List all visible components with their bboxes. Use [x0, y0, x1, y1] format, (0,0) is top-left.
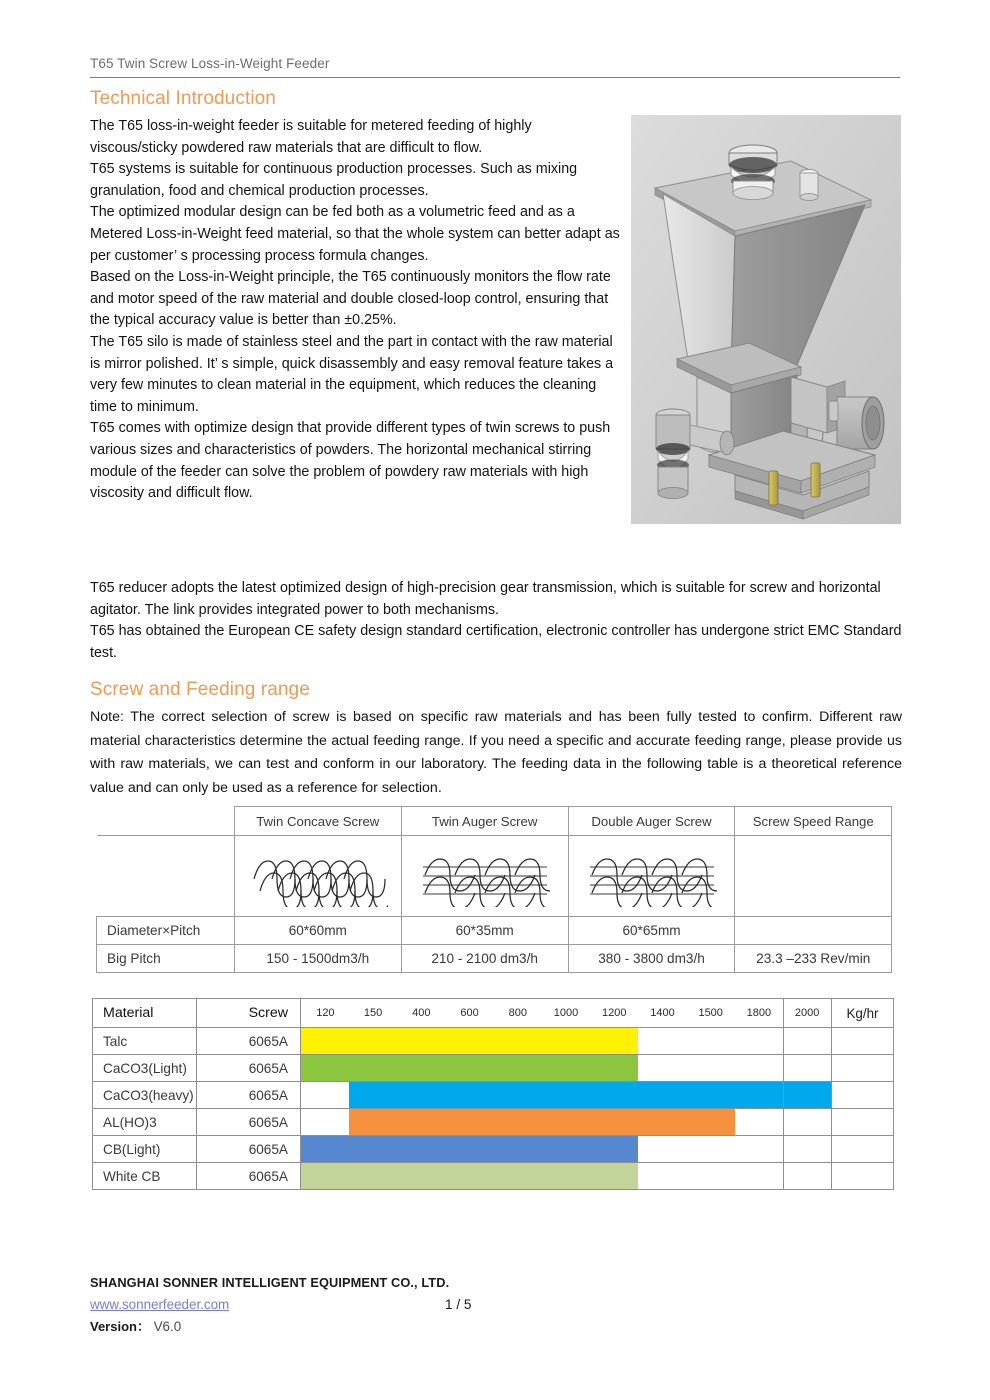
chart-cell-material: White CB — [93, 1163, 197, 1190]
spec-cell-value: 60*35mm — [401, 917, 568, 945]
paragraph: T65 systems is suitable for continuous production processes. Such as mixing granulation, food and chemical production processes. — [90, 161, 578, 199]
table-row — [93, 1055, 894, 1082]
table-row — [93, 1163, 894, 1190]
chart-tick-label: 150 — [363, 1007, 383, 1019]
chart-cell-bar — [301, 1028, 832, 1055]
chart-cell-screw: 6065A — [197, 1082, 301, 1109]
chart-bar — [301, 1136, 638, 1162]
spec-header-twin-auger: Twin Auger Screw — [401, 807, 568, 836]
chart-cell-material: CaCO3(Light) — [93, 1055, 197, 1082]
footer-link-row — [90, 1294, 902, 1316]
spec-cell-value: 60*65mm — [568, 917, 735, 945]
chart-cell-screw: 6065A — [197, 1028, 301, 1055]
screw-specification-table — [96, 806, 892, 973]
spec-header-double-auger: Double Auger Screw — [568, 807, 735, 836]
spec-header-twin-concave: Twin Concave Screw — [234, 807, 401, 836]
chart-scale-axis — [301, 999, 832, 1028]
footer-company-name: SHANGHAI SONNER INTELLIGENT EQUIPMENT CO., LTD. — [90, 1275, 450, 1290]
chart-tick-label: 1500 — [698, 1007, 723, 1019]
chart-cell-bar — [301, 1082, 832, 1109]
table-row-screw-diagrams — [97, 836, 892, 917]
twin-concave-screw-icon — [248, 845, 388, 907]
chart-tick-label: 1400 — [650, 1007, 675, 1019]
chart-cell-kg-hr — [832, 1109, 894, 1136]
footer-website-link[interactable]: www.sonnerfeeder.com — [90, 1297, 230, 1312]
chart-bar — [301, 1028, 638, 1054]
paragraph: T65 comes with optimize design that provide different types of twin screws to push various sizes and characteristics of powders. The horizontal mechanical stirring module of the feeder can solve the problem of powdery raw materials with high viscosity and difficult flow. — [90, 420, 611, 502]
twin-concave-screw-diagram — [234, 836, 401, 917]
table-row-header — [93, 999, 894, 1028]
chart-bar — [301, 1163, 638, 1189]
spec-cell-value: 60*60mm — [234, 917, 401, 945]
spec-cell-value: 23.3 –233 Rev/min — [735, 945, 892, 973]
chart-tick-label: 600 — [460, 1007, 479, 1019]
chart-header-screw: Screw — [197, 999, 301, 1028]
chart-rows — [93, 1028, 894, 1190]
feeding-range-chart-table — [92, 998, 894, 1190]
chart-header-kg-hr: Kg/hr — [832, 999, 894, 1028]
chart-tick-label: 800 — [508, 1007, 527, 1019]
chart-scale-divider — [783, 999, 784, 1027]
chart-scale-divider — [783, 1055, 784, 1081]
table-row — [93, 1082, 894, 1109]
table-row — [93, 1109, 894, 1136]
section-heading-technical-introduction: Technical Introduction — [90, 88, 276, 109]
paragraph-ce-certification: T65 has obtained the European CE safety design standard certification, electronic controller has undergone strict EMC Standard test. — [90, 623, 902, 661]
chart-cell-bar — [301, 1163, 832, 1190]
spec-header-screw-speed-range: Screw Speed Range — [735, 807, 892, 836]
chart-cell-screw: 6065A — [197, 1109, 301, 1136]
chart-scale-divider — [783, 1109, 784, 1135]
paragraph: The T65 loss-in-weight feeder is suitable for metered feeding of highly viscous/sticky powdered raw materials that are difficult to flow. — [90, 118, 532, 156]
running-header: T65 Twin Screw Loss-in-Weight Feeder — [90, 56, 900, 78]
chart-scale-divider — [783, 1163, 784, 1189]
chart-cell-material: CaCO3(heavy) — [93, 1082, 197, 1109]
paragraph: The optimized modular design can be fed both as a volumetric feed and as a Metered Loss-in-Weight feed material, so that the whole system can better adapt as per customer’ s processing process formula changes. — [90, 204, 620, 264]
footer-version-row — [90, 1316, 902, 1338]
double-auger-screw-icon — [582, 845, 722, 907]
twin-auger-screw-diagram — [401, 836, 568, 917]
chart-cell-kg-hr — [832, 1136, 894, 1163]
chart-tick-label: 400 — [412, 1007, 431, 1019]
paragraph-reducer: T65 reducer adopts the latest optimized design of high-precision gear transmission, which is suitable for screw and horizontal agitator. The link provides integrated power to both mechanisms. — [90, 580, 881, 618]
chart-cell-bar — [301, 1055, 832, 1082]
chart-bar — [349, 1082, 831, 1108]
table-row-big-pitch — [97, 945, 892, 973]
spec-cell-value: 150 - 1500dm3/h — [234, 945, 401, 973]
spec-corner-cell — [97, 807, 235, 836]
footer-page-number: 1 / 5 — [445, 1297, 472, 1312]
chart-cell-kg-hr — [832, 1163, 894, 1190]
chart-cell-material: AL(HO)3 — [93, 1109, 197, 1136]
chart-cell-bar — [301, 1109, 832, 1136]
screw-selection-note: Note: The correct selection of screw is based on specific raw materials and has been fully tested to confirm. Different raw material characteristics determine the actual feeding range. If you need a specific and accurate feeding range, please provide us with raw materials, we can test and conform in our laboratory. The feeding data in the following table is a theoretical reference value and can only be used as a reference for selection. — [90, 709, 902, 796]
feeder-cad-illustration — [631, 115, 901, 524]
spec-row-label-diameter-pitch: Diameter×Pitch — [97, 917, 235, 945]
double-auger-screw-diagram — [568, 836, 735, 917]
table-row — [93, 1028, 894, 1055]
chart-cell-kg-hr — [832, 1028, 894, 1055]
chart-header-material: Material — [93, 999, 197, 1028]
product-image-t65-feeder — [631, 115, 901, 524]
chart-cell-screw: 6065A — [197, 1055, 301, 1082]
chart-cell-bar — [301, 1136, 832, 1163]
page-footer — [90, 1272, 902, 1338]
paragraph: The T65 silo is made of stainless steel and the part in contact with the raw material is mirror polished. It’ s simple, quick disassembly and easy removal feature takes a very few minutes to clean material in the equipment, which reduces the cleaning time to minimum. — [90, 333, 614, 415]
chart-cell-material: Talc — [93, 1028, 197, 1055]
table-row — [93, 1136, 894, 1163]
spec-speed-blank-cell — [735, 836, 892, 917]
spec-cell-value — [735, 917, 892, 945]
footer-version-label: Version： — [90, 1319, 150, 1334]
chart-tick-labels — [301, 999, 831, 1027]
spec-blank-cell — [97, 836, 235, 917]
chart-scale-divider — [783, 1028, 784, 1054]
chart-scale-divider — [783, 1082, 784, 1108]
chart-cell-kg-hr — [832, 1082, 894, 1109]
paragraph: Based on the Loss-in-Weight principle, the T65 continuously monitors the flow rate and motor speed of the raw material and double closed-loop control, ensuring that the typical accuracy value is better than ±0.25%. — [90, 269, 611, 329]
spec-cell-value: 210 - 2100 dm3/h — [401, 945, 568, 973]
chart-cell-kg-hr — [832, 1055, 894, 1082]
chart-cell-screw: 6065A — [197, 1136, 301, 1163]
chart-bar — [301, 1055, 638, 1081]
technical-introduction-body — [90, 116, 620, 505]
section-heading-screw-and-feeding-range: Screw and Feeding range — [90, 679, 310, 700]
chart-scale-divider — [783, 1136, 784, 1162]
twin-auger-screw-icon — [415, 845, 555, 907]
chart-tick-label: 1800 — [746, 1007, 772, 1019]
chart-bar — [349, 1109, 734, 1135]
chart-tick-label: 2000 — [794, 1007, 820, 1019]
spec-cell-value: 380 - 3800 dm3/h — [568, 945, 735, 973]
chart-cell-screw: 6065A — [197, 1163, 301, 1190]
spec-row-label-big-pitch: Big Pitch — [97, 945, 235, 973]
chart-tick-label: 1000 — [553, 1007, 579, 1019]
chart-cell-material: CB(Light) — [93, 1136, 197, 1163]
footer-version-value: V6.0 — [153, 1319, 182, 1334]
table-row-diameter-pitch — [97, 917, 892, 945]
chart-tick-label: 120 — [316, 1007, 335, 1019]
chart-tick-label: 1200 — [601, 1007, 627, 1019]
table-row-header — [97, 807, 892, 836]
